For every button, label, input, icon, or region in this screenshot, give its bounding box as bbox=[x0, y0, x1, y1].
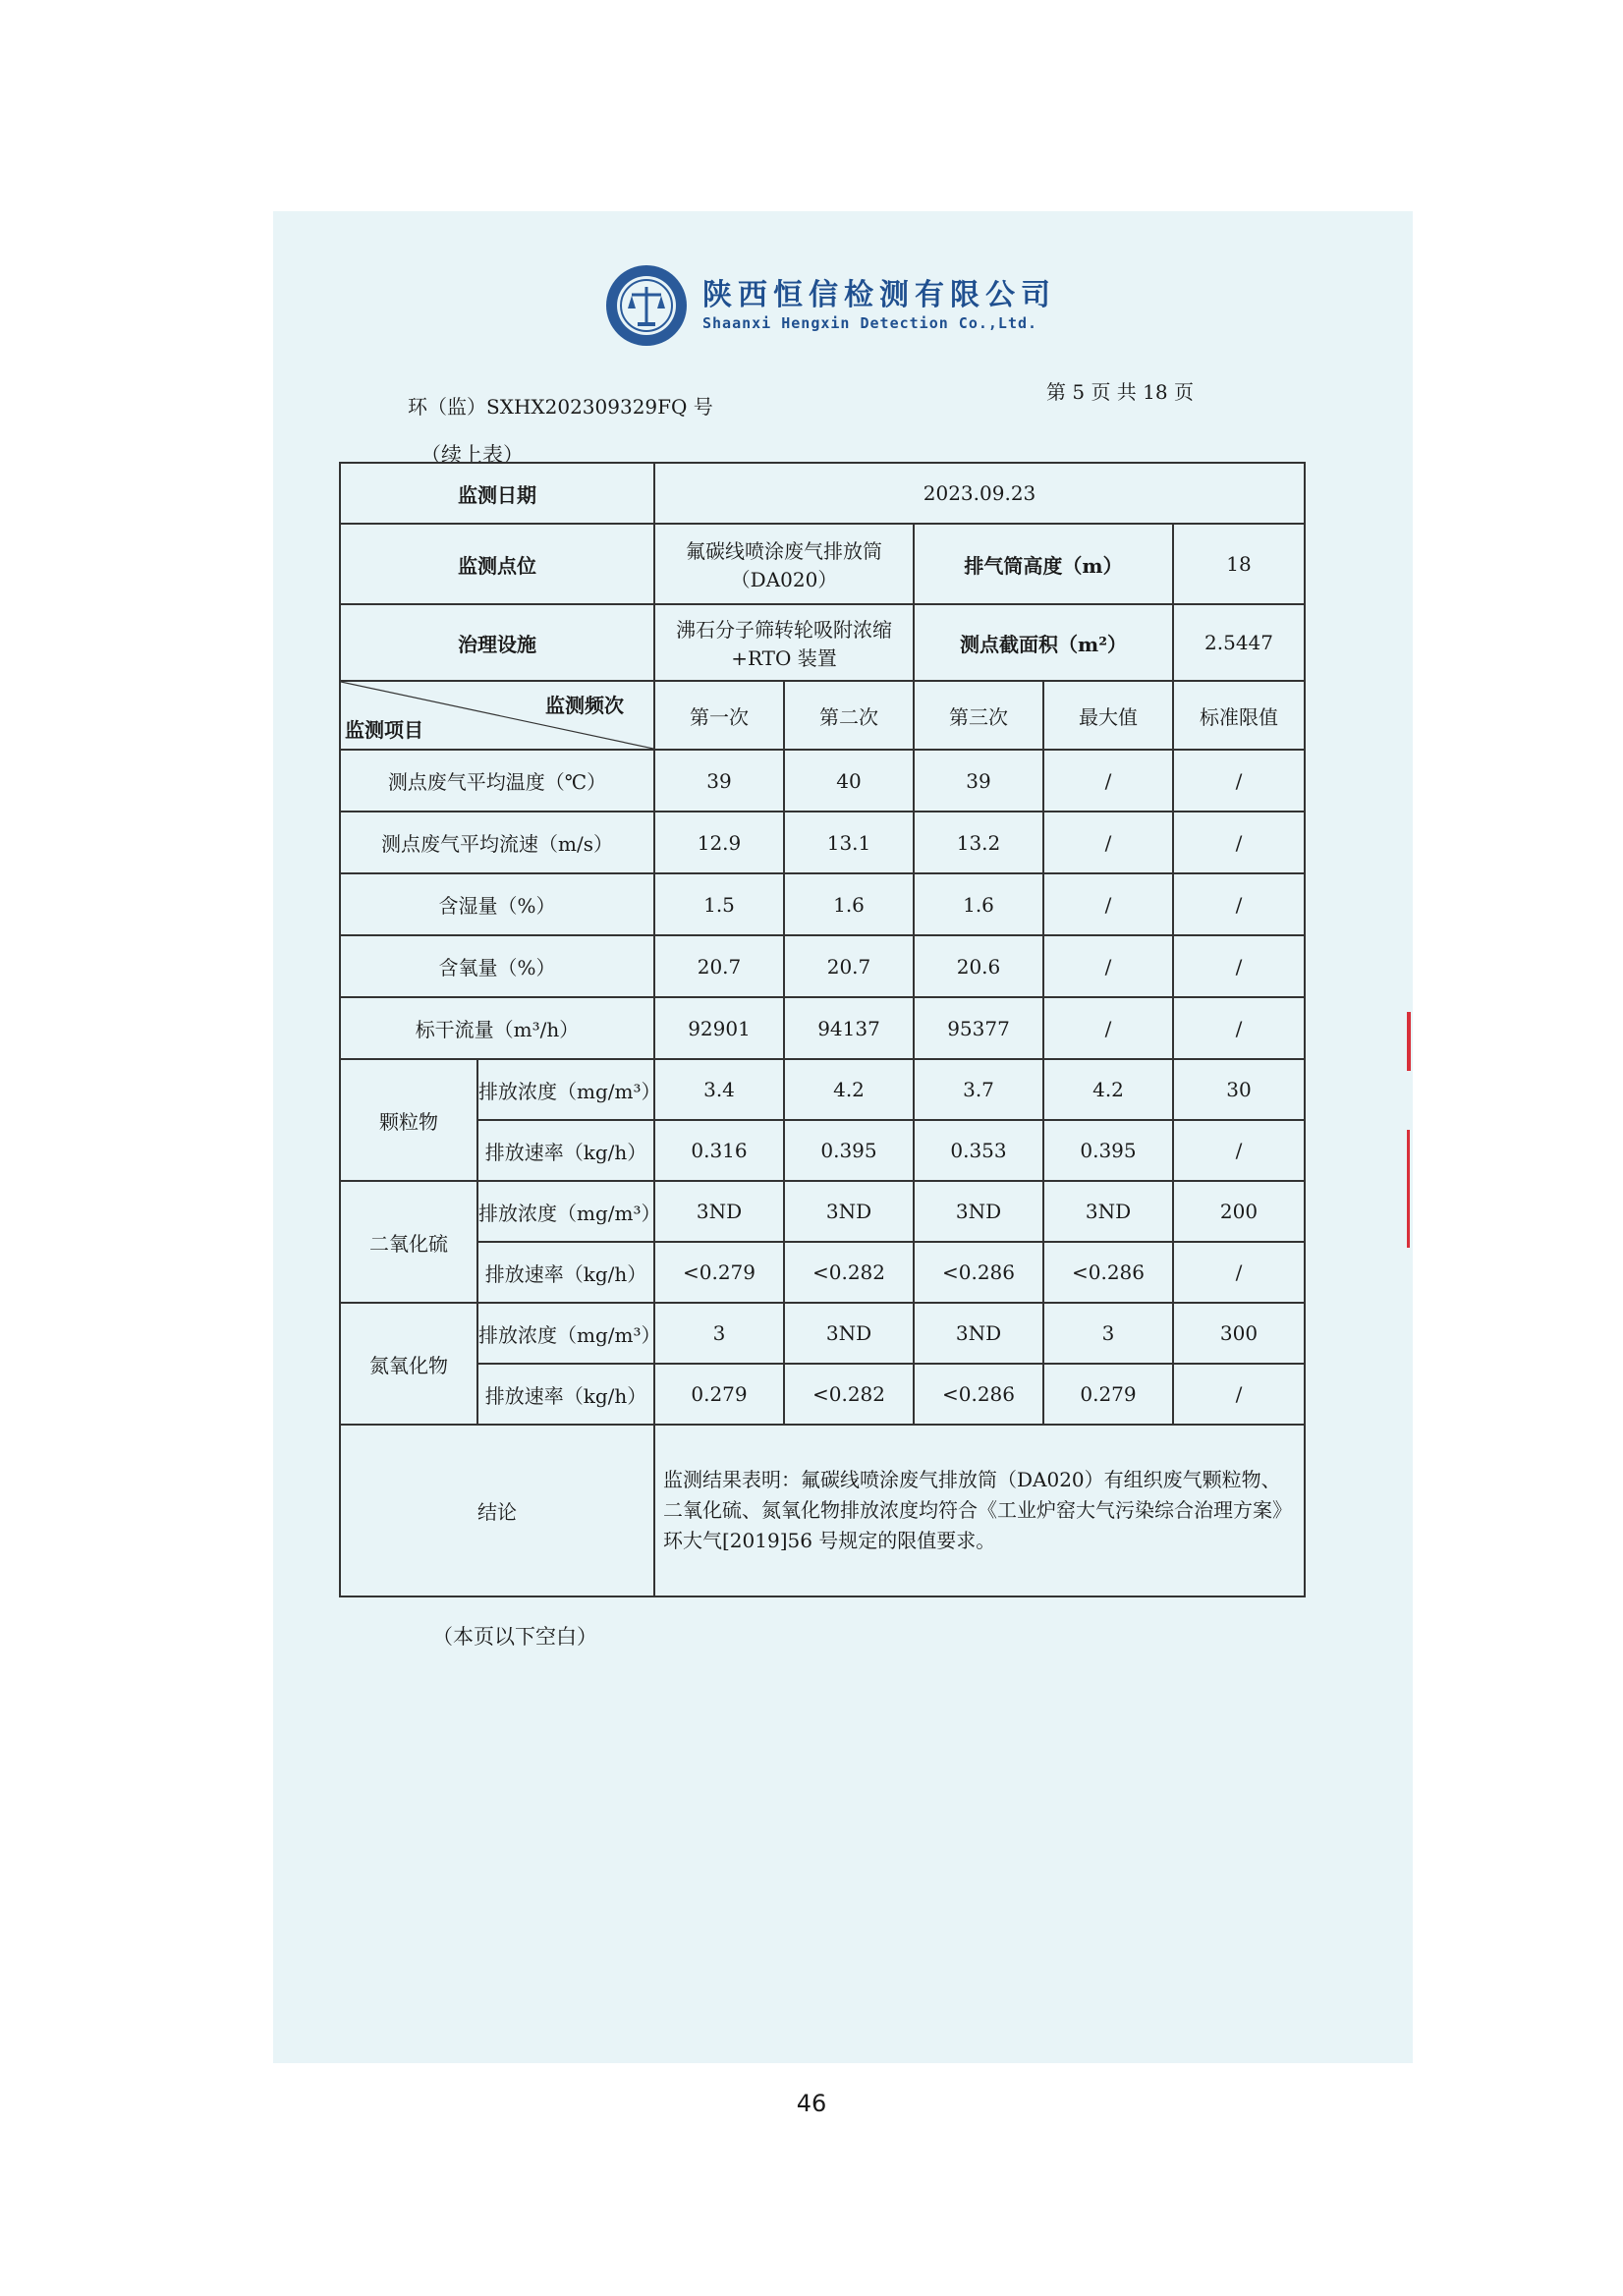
row-sublabel: 排放浓度（mg/m³） bbox=[477, 1303, 654, 1364]
table-cell: 300 bbox=[1173, 1303, 1305, 1364]
pollutant-name: 二氧化硫 bbox=[340, 1181, 477, 1303]
row-sublabel: 排放浓度（mg/m³） bbox=[477, 1181, 654, 1242]
table-cell: 3ND bbox=[654, 1181, 784, 1242]
table-cell: / bbox=[1173, 1242, 1305, 1303]
table-cell: 95377 bbox=[914, 997, 1043, 1059]
monitoring-table bbox=[339, 462, 1306, 1597]
table-cell: 1.5 bbox=[654, 873, 784, 935]
header-diagonal-cell bbox=[340, 681, 654, 750]
row-label: 含氧量（%） bbox=[340, 935, 654, 997]
table-cell: / bbox=[1173, 873, 1305, 935]
blank-note: （本页以下空白） bbox=[432, 1625, 597, 1649]
pollutant-rows bbox=[340, 1059, 1305, 1425]
table-row bbox=[340, 812, 1305, 873]
table-cell: / bbox=[1173, 935, 1305, 997]
row-label: 测点废气平均温度（℃） bbox=[340, 750, 654, 812]
table-cell: 40 bbox=[784, 750, 914, 812]
table-cell: 0.316 bbox=[654, 1120, 784, 1181]
table-cell: 92901 bbox=[654, 997, 784, 1059]
table-cell: / bbox=[1173, 750, 1305, 812]
conclusion-label: 结论 bbox=[340, 1425, 654, 1596]
table-cell: 1.6 bbox=[784, 873, 914, 935]
col-header-3: 第三次 bbox=[914, 681, 1043, 750]
table-cell: 0.279 bbox=[654, 1364, 784, 1425]
col-header-max: 最大值 bbox=[1043, 681, 1173, 750]
table-cell: / bbox=[1173, 1364, 1305, 1425]
table-cell: 39 bbox=[914, 750, 1043, 812]
simple-rows bbox=[340, 750, 1305, 1059]
date-value: 2023.09.23 bbox=[654, 463, 1305, 524]
pollutant-name: 颗粒物 bbox=[340, 1059, 477, 1181]
table-cell: / bbox=[1173, 812, 1305, 873]
table-cell: / bbox=[1173, 997, 1305, 1059]
table-cell: 20.7 bbox=[654, 935, 784, 997]
point-value: 氟碳线喷涂废气排放筒（DA020） bbox=[654, 524, 914, 604]
item-label: 监测项目 bbox=[345, 718, 423, 742]
table-cell: / bbox=[1173, 1120, 1305, 1181]
row-label: 含湿量（%） bbox=[340, 873, 654, 935]
area-label: 测点截面积（m²） bbox=[914, 604, 1173, 681]
table-row bbox=[340, 935, 1305, 997]
row-label: 测点废气平均流速（m/s） bbox=[340, 812, 654, 873]
table-cell: 0.279 bbox=[1043, 1364, 1173, 1425]
table-cell: <0.286 bbox=[914, 1242, 1043, 1303]
table-cell: 94137 bbox=[784, 997, 914, 1059]
date-label: 监测日期 bbox=[340, 463, 654, 524]
table-cell: 3 bbox=[1043, 1303, 1173, 1364]
table-cell: 3ND bbox=[784, 1181, 914, 1242]
height-label: 排气筒高度（m） bbox=[914, 524, 1173, 604]
row-sublabel: 排放速率（kg/h） bbox=[477, 1120, 654, 1181]
facility-label: 治理设施 bbox=[340, 604, 654, 681]
table-cell: 20.7 bbox=[784, 935, 914, 997]
table-cell: 4.2 bbox=[1043, 1059, 1173, 1120]
red-stamp-mark bbox=[1407, 1012, 1411, 1071]
freq-label: 监测频次 bbox=[545, 694, 624, 717]
table-cell: 0.353 bbox=[914, 1120, 1043, 1181]
table-cell: 0.395 bbox=[784, 1120, 914, 1181]
table-row bbox=[340, 1059, 1305, 1120]
company-seal-logo bbox=[604, 263, 689, 348]
facility-value: 沸石分子筛转轮吸附浓缩+RTO 装置 bbox=[654, 604, 914, 681]
company-name-en: Shaanxi Hengxin Detection Co.,Ltd. bbox=[702, 314, 1038, 332]
table-cell: / bbox=[1043, 750, 1173, 812]
table-cell: <0.282 bbox=[784, 1364, 914, 1425]
table-cell: 1.6 bbox=[914, 873, 1043, 935]
conclusion-text: 监测结果表明：氟碳线喷涂废气排放筒（DA020）有组织废气颗粒物、二氧化硫、氮氧化物排放浓度均符合《工业炉窑大气污染综合治理方案》环大气[2019]56 号规定的限值要求。 bbox=[654, 1425, 1305, 1596]
continued-label: （续上表） bbox=[420, 443, 524, 467]
page-info: 第 5 页 共 18 页 bbox=[1046, 380, 1194, 404]
height-value: 18 bbox=[1173, 524, 1305, 604]
table-cell: <0.279 bbox=[654, 1242, 784, 1303]
table-cell: 30 bbox=[1173, 1059, 1305, 1120]
table-cell: 0.395 bbox=[1043, 1120, 1173, 1181]
table-cell: 3.7 bbox=[914, 1059, 1043, 1120]
table-cell: <0.286 bbox=[914, 1364, 1043, 1425]
row-sublabel: 排放速率（kg/h） bbox=[477, 1364, 654, 1425]
table-cell: 13.2 bbox=[914, 812, 1043, 873]
col-header-2: 第二次 bbox=[784, 681, 914, 750]
table-cell: / bbox=[1043, 997, 1173, 1059]
row-sublabel: 排放浓度（mg/m³） bbox=[477, 1059, 654, 1120]
row-label: 标干流量（m³/h） bbox=[340, 997, 654, 1059]
table-row bbox=[340, 997, 1305, 1059]
pollutant-name: 氮氧化物 bbox=[340, 1303, 477, 1425]
table-cell: 39 bbox=[654, 750, 784, 812]
red-stamp-mark bbox=[1407, 1130, 1410, 1248]
table-row bbox=[340, 1303, 1305, 1364]
col-header-1: 第一次 bbox=[654, 681, 784, 750]
table-row bbox=[340, 1181, 1305, 1242]
table-row bbox=[340, 1120, 1305, 1181]
area-value: 2.5447 bbox=[1173, 604, 1305, 681]
page-number: 46 bbox=[796, 2090, 827, 2117]
report-number: 环（监）SXHX202309329FQ 号 bbox=[408, 395, 713, 419]
point-label: 监测点位 bbox=[340, 524, 654, 604]
company-name-cn: 陕西恒信检测有限公司 bbox=[702, 278, 1056, 312]
table-row bbox=[340, 1242, 1305, 1303]
table-row bbox=[340, 1364, 1305, 1425]
table-row bbox=[340, 750, 1305, 812]
table-cell: <0.282 bbox=[784, 1242, 914, 1303]
table-cell: / bbox=[1043, 812, 1173, 873]
table-cell: 3 bbox=[654, 1303, 784, 1364]
col-header-limit: 标准限值 bbox=[1173, 681, 1305, 750]
table-cell: 20.6 bbox=[914, 935, 1043, 997]
table-cell: 13.1 bbox=[784, 812, 914, 873]
table-cell: 3ND bbox=[784, 1303, 914, 1364]
table-cell: 4.2 bbox=[784, 1059, 914, 1120]
table-cell: <0.286 bbox=[1043, 1242, 1173, 1303]
table-cell: 3.4 bbox=[654, 1059, 784, 1120]
table-cell: / bbox=[1043, 873, 1173, 935]
row-sublabel: 排放速率（kg/h） bbox=[477, 1242, 654, 1303]
table-cell: 3ND bbox=[1043, 1181, 1173, 1242]
table-cell: 200 bbox=[1173, 1181, 1305, 1242]
table-cell: 3ND bbox=[914, 1181, 1043, 1242]
table-cell: 12.9 bbox=[654, 812, 784, 873]
table-cell: 3ND bbox=[914, 1303, 1043, 1364]
table-cell: / bbox=[1043, 935, 1173, 997]
table-row bbox=[340, 873, 1305, 935]
